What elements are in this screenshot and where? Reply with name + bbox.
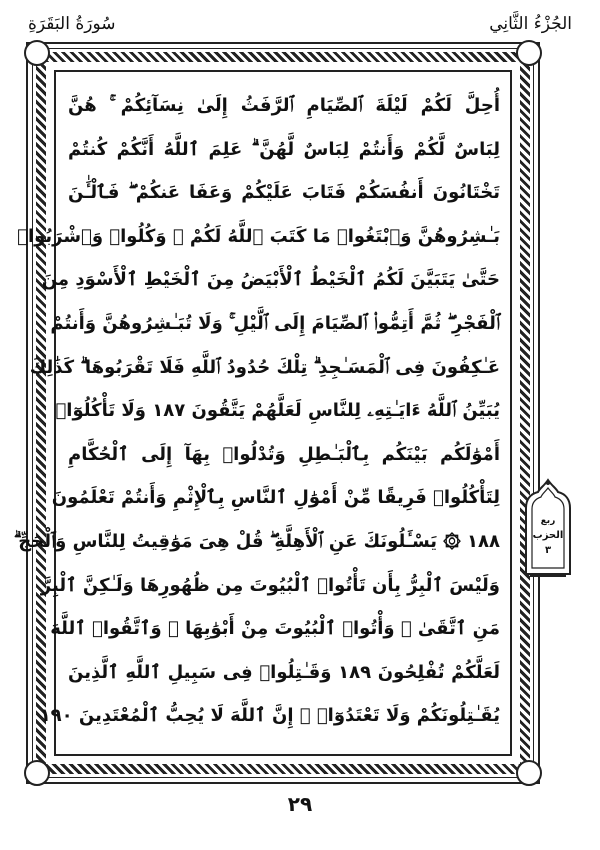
corner-ornament <box>516 760 542 786</box>
ornamental-frame <box>13 42 540 784</box>
hizb-quarter-label: ربع <box>540 516 556 526</box>
juz-title: الجُزْءُ الثَّانِي <box>489 14 572 34</box>
hizb-quarter-marker <box>520 478 576 582</box>
verse-line: أُحِلَّ لَكُمْ لَيْلَةَ ٱلصِّيَامِ ٱلرَّفَثُ إِلَىٰ نِسَآئِكُمْ ۚ هُنَّ <box>68 95 500 116</box>
verse-line: أَمْوَٰلَكُم بَيْنَكُم بِٱلْبَـٰطِلِ وَتُدْلُوا۟ بِهَآ إِلَى ٱلْحُكَّامِ <box>68 443 500 465</box>
verse-line: تَخْتَانُونَ أَنفُسَكُمْ فَتَابَ عَلَيْكُمْ وَعَفَا عَنكُمْ ۖ فَٱلْـَٰٔنَ <box>68 182 500 204</box>
verse-line: لَعَلَّكُمْ تُفْلِحُونَ ١٨٩ وَقَـٰتِلُوا۟ فِى سَبِيلِ ٱللَّهِ ٱلَّذِينَ <box>68 661 500 683</box>
verse-line: مَنِ ٱتَّقَىٰ ۗ وَأْتُوا۟ ٱلْبُيُوتَ مِنْ أَبْوَٰبِهَا ۚ وَٱتَّقُوا۟ ٱللَّهَ <box>50 618 500 640</box>
page-number: ٢٩ <box>287 792 313 816</box>
corner-ornament <box>24 40 50 66</box>
page-header <box>28 14 572 40</box>
verse-line: عَـٰكِفُونَ فِى ٱلْمَسَـٰجِدِ ۗ تِلْكَ حُدُودُ ٱللَّهِ فَلَا تَقْرَبُوهَا ۗ كَذَٰلِكَ <box>29 356 500 378</box>
surah-title: سُورَةُ البَقَرَةِ <box>28 14 116 34</box>
corner-ornament <box>24 760 50 786</box>
hizb-label: الحزب <box>532 530 564 541</box>
verse-line: بَـٰشِرُوهُنَّ وَٱبْتَغُوا۟ مَا كَتَبَ ٱللَّهُ لَكُمْ ۚ وَكُلُوا۟ وَٱشْرَبُوا۟ <box>17 225 500 247</box>
verse-line: لِبَاسٌ لَّكُمْ وَأَنتُمْ لِبَاسٌ لَّهُنَّ ۗ عَلِمَ ٱللَّهُ أَنَّكُمْ كُنتُمْ <box>68 138 500 160</box>
verse-line: يُبَيِّنُ ٱللَّهُ ءَايَـٰتِهِۦ لِلنَّاسِ لَعَلَّهُمْ يَتَّقُونَ ١٨٧ وَلَا تَأْكُلُوٓا۟ <box>55 400 500 422</box>
verse-line: حَتَّىٰ يَتَبَيَّنَ لَكُمُ ٱلْخَيْطُ ٱلْأَبْيَضُ مِنَ ٱلْخَيْطِ ٱلْأَسْوَدِ مِنَ <box>41 269 500 291</box>
verse-line: لِتَأْكُلُوا۟ فَرِيقًا مِّنْ أَمْوَٰلِ ٱلنَّاسِ بِٱلْإِثْمِ وَأَنتُمْ تَعْلَمُونَ <box>51 487 500 509</box>
verse-line: ٱلْفَجْرِ ۖ ثُمَّ أَتِمُّوا۟ ٱلصِّيَامَ إِلَى ٱلَّيْلِ ۚ وَلَا تُبَـٰشِرُوهُنَّ وَأَنتُمْ <box>50 312 500 334</box>
hizb-number: ٣ <box>544 545 552 556</box>
verse-line: ١٨٨ ۞ يَسْـَٔلُونَكَ عَنِ ٱلْأَهِلَّةِ ۖ قُلْ هِىَ مَوَٰقِيتُ لِلنَّاسِ وَٱلْحَجِّ ۗ <box>13 530 500 552</box>
verse-text-block <box>13 84 500 738</box>
corner-ornament <box>516 40 542 66</box>
verse-line: وَلَيْسَ ٱلْبِرُّ بِأَن تَأْتُوا۟ ٱلْبُيُوتَ مِن ظُهُورِهَا وَلَـٰكِنَّ ٱلْبِرَّ <box>40 574 500 596</box>
verse-line: يُقَـٰتِلُونَكُمْ وَلَا تَعْتَدُوٓا۟ ۚ إِنَّ ٱللَّهَ لَا يُحِبُّ ٱلْمُعْتَدِينَ ١٩٠ <box>39 705 500 727</box>
